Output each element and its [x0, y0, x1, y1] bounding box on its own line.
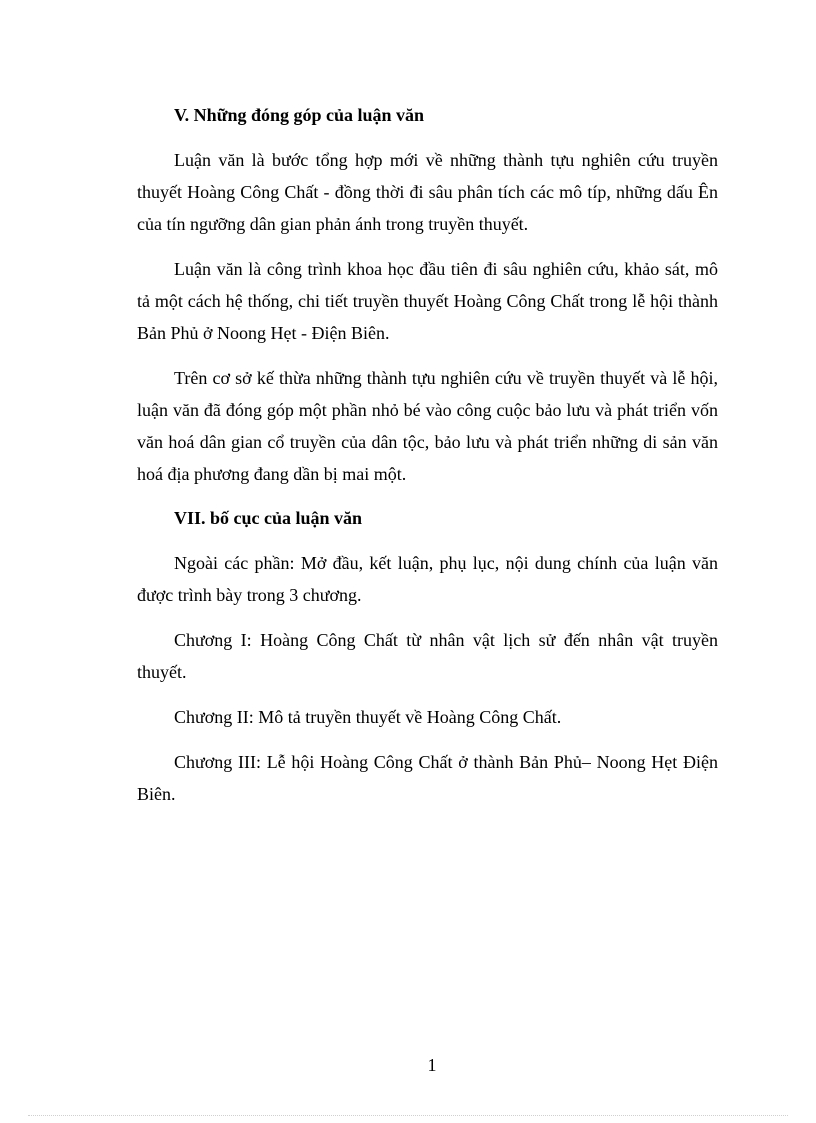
paragraph: Chương I: Hoàng Công Chất từ nhân vật lịch sử đến nhân vật truyền thuyết.	[137, 630, 718, 682]
paragraph: Trên cơ sở kế thừa những thành tựu nghiên cứu về truyền thuyết và lễ hội, luận văn đã đóng góp một phần nhỏ bé vào công cuộc bảo lưu và phát triển vốn văn hoá dân gian cổ truyền của dân tộc, bảo lưu và phát triển những di sản văn hoá địa phương đang dần bị mai một.	[137, 368, 718, 484]
paragraph: Ngoài các phần: Mở đầu, kết luận, phụ lục, nội dung chính của luận văn được trình bày trong 3 chương.	[137, 553, 718, 605]
section-heading-structure: VII. bố cục của luận văn	[174, 508, 363, 528]
paragraph: Luận văn là công trình khoa học đầu tiên đi sâu nghiên cứu, khảo sát, mô tả một cách hệ thống, chi tiết truyền thuyết Hoàng Công Chất trong lễ hội thành Bản Phủ ở Noong Hẹt - Điện Biên.	[137, 259, 718, 343]
page-number: 1	[427, 1055, 437, 1075]
section-heading-contributions: V. Những đóng góp của luận văn	[174, 105, 425, 125]
paragraph: Chương II: Mô tả truyền thuyết về Hoàng Công Chất.	[174, 707, 562, 727]
page-bottom-divider	[28, 1115, 788, 1116]
paragraph: Chương III: Lễ hội Hoàng Công Chất ở thành Bản Phủ– Noong Hẹt Điện Biên.	[137, 752, 718, 804]
paragraph: Luận văn là bước tổng hợp mới về những thành tựu nghiên cứu truyền thuyết Hoàng Công Chất - đồng thời đi sâu phân tích các mô típ, những dấu Ên của tín ngưỡng dân gian phản ánh trong truyền thuyết.	[137, 150, 718, 234]
document-body	[137, 100, 718, 823]
